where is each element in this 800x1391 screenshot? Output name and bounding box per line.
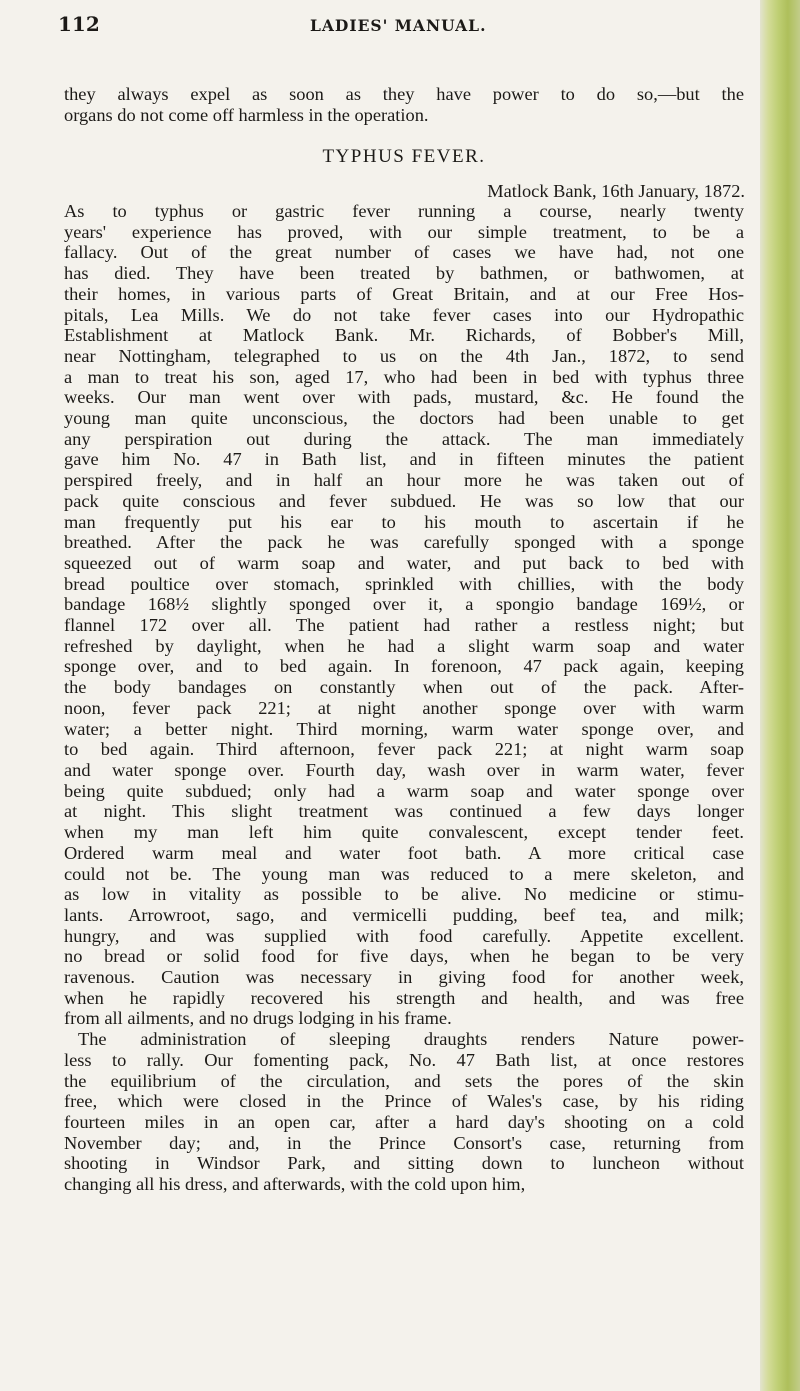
text-line: pitals, Lea Mills. We do not take fever cases into our Hydropathic bbox=[64, 304, 744, 325]
text-line: any perspiration out during the attack. The man immediately bbox=[64, 428, 744, 449]
text-line: near Nottingham, telegraphed to us on the 4th Jan., 1872, to send bbox=[64, 345, 744, 366]
text-line: water; a better night. Third morning, warm water sponge over, and bbox=[64, 718, 744, 739]
text-line: shooting in Windsor Park, and sitting down to luncheon without bbox=[64, 1153, 744, 1174]
text-line: Establishment at Matlock Bank. Mr. Richards, of Bobber's Mill, bbox=[64, 325, 744, 346]
text-line: to bed again. Third afternoon, fever pack 221; at night warm soap bbox=[64, 739, 744, 760]
text-line: free, which were closed in the Prince of Wales's case, by his riding bbox=[64, 1091, 744, 1112]
text-line: fallacy. Out of the great number of cases we have had, not one bbox=[64, 242, 744, 263]
intro-paragraph bbox=[64, 84, 744, 125]
text-line: weeks. Our man went over with pads, mustard, &c. He found the bbox=[64, 387, 744, 408]
dateline: Matlock Bank, 16th January, 1872. bbox=[487, 181, 745, 201]
text-line: bandage 168½ slightly sponged over it, a spongio bandage 169½, or bbox=[64, 594, 744, 615]
text-line: flannel 172 over all. The patient had rather a restless night; but bbox=[64, 615, 744, 636]
section-heading: TYPHUS FEVER. bbox=[322, 146, 486, 167]
text-line: changing all his dress, and afterwards, with the cold upon him, bbox=[64, 1174, 526, 1195]
text-line: at night. This slight treatment was continued a few days longer bbox=[64, 801, 744, 822]
text-line: sponge over, and to bed again. In forenoon, 47 pack again, keeping bbox=[64, 656, 744, 677]
text-line: being quite subdued; only had a warm soap and water sponge over bbox=[64, 780, 744, 801]
text-line: could not be. The young man was reduced to a mere skeleton, and bbox=[64, 863, 744, 884]
text-line: organs do not come off harmless in the operation. bbox=[64, 104, 429, 125]
page-edge bbox=[760, 0, 800, 1391]
text-line: hungry, and was supplied with food carefully. Appetite excellent. bbox=[64, 925, 744, 946]
text-line: November day; and, in the Prince Consort's case, returning from bbox=[64, 1132, 744, 1153]
text-line: fourteen miles in an open car, after a hard day's shooting on a cold bbox=[64, 1111, 744, 1132]
text-line: from all ailments, and no drugs lodging in his frame. bbox=[64, 1008, 452, 1029]
text-line: breathed. After the pack he was carefully sponged with a sponge bbox=[64, 532, 744, 553]
text-line: when he rapidly recovered his strength and health, and was free bbox=[64, 987, 744, 1008]
text-line: As to typhus or gastric fever running a course, nearly twenty bbox=[64, 201, 744, 221]
text-line: they always expel as soon as they have power to do so,—but the bbox=[64, 84, 744, 104]
running-head: LADIES' MANUAL. bbox=[310, 16, 487, 35]
text-line: gave him No. 47 in Bath list, and in fifteen minutes the patient bbox=[64, 449, 744, 470]
text-line: no bread or solid food for five days, when he began to be very bbox=[64, 946, 744, 967]
text-line: a man to treat his son, aged 17, who had been in bed with typhus three bbox=[64, 366, 744, 387]
section-body bbox=[64, 201, 744, 1195]
text-line: noon, fever pack 221; at night another sponge over with warm bbox=[64, 697, 744, 718]
text-line: years' experience has proved, with our simple treatment, to be a bbox=[64, 221, 744, 242]
page-number: 112 bbox=[58, 12, 100, 36]
text-line: Ordered warm meal and water foot bath. A more critical case bbox=[64, 842, 744, 863]
text-line: squeezed out of warm soap and water, and put back to bed with bbox=[64, 552, 744, 573]
text-line: their homes, in various parts of Great Britain, and at our Free Hos- bbox=[64, 283, 744, 304]
text-line: the equilibrium of the circulation, and sets the pores of the skin bbox=[64, 1070, 744, 1091]
text-line: man frequently put his ear to his mouth to ascertain if he bbox=[64, 511, 744, 532]
text-line: pack quite conscious and fever subdued. He was so low that our bbox=[64, 490, 744, 511]
text-line: ravenous. Caution was necessary in giving food for another week, bbox=[64, 967, 744, 988]
text-line: has died. They have been treated by bathmen, or bathwomen, at bbox=[64, 263, 744, 284]
text-line: when my man left him quite convalescent, except tender feet. bbox=[64, 822, 744, 843]
text-line: and water sponge over. Fourth day, wash over in warm water, fever bbox=[64, 759, 744, 780]
page-header bbox=[58, 12, 748, 40]
text-line: young man quite unconscious, the doctors had been unable to get bbox=[64, 408, 744, 429]
text-line: the body bandages on constantly when out of the pack. After- bbox=[64, 677, 744, 698]
text-line: perspired freely, and in half an hour more he was taken out of bbox=[64, 470, 744, 491]
text-line: as low in vitality as possible to be alive. No medicine or stimu- bbox=[64, 884, 744, 905]
text-line: refreshed by daylight, when he had a slight warm soap and water bbox=[64, 635, 744, 656]
text-line: The administration of sleeping draughts renders Nature power- bbox=[78, 1029, 744, 1050]
text-line: lants. Arrowroot, sago, and vermicelli pudding, beef tea, and milk; bbox=[64, 904, 744, 925]
text-line: less to rally. Our fomenting pack, No. 47 Bath list, at once restores bbox=[64, 1049, 744, 1070]
text-line: bread poultice over stomach, sprinkled with chillies, with the body bbox=[64, 573, 744, 594]
